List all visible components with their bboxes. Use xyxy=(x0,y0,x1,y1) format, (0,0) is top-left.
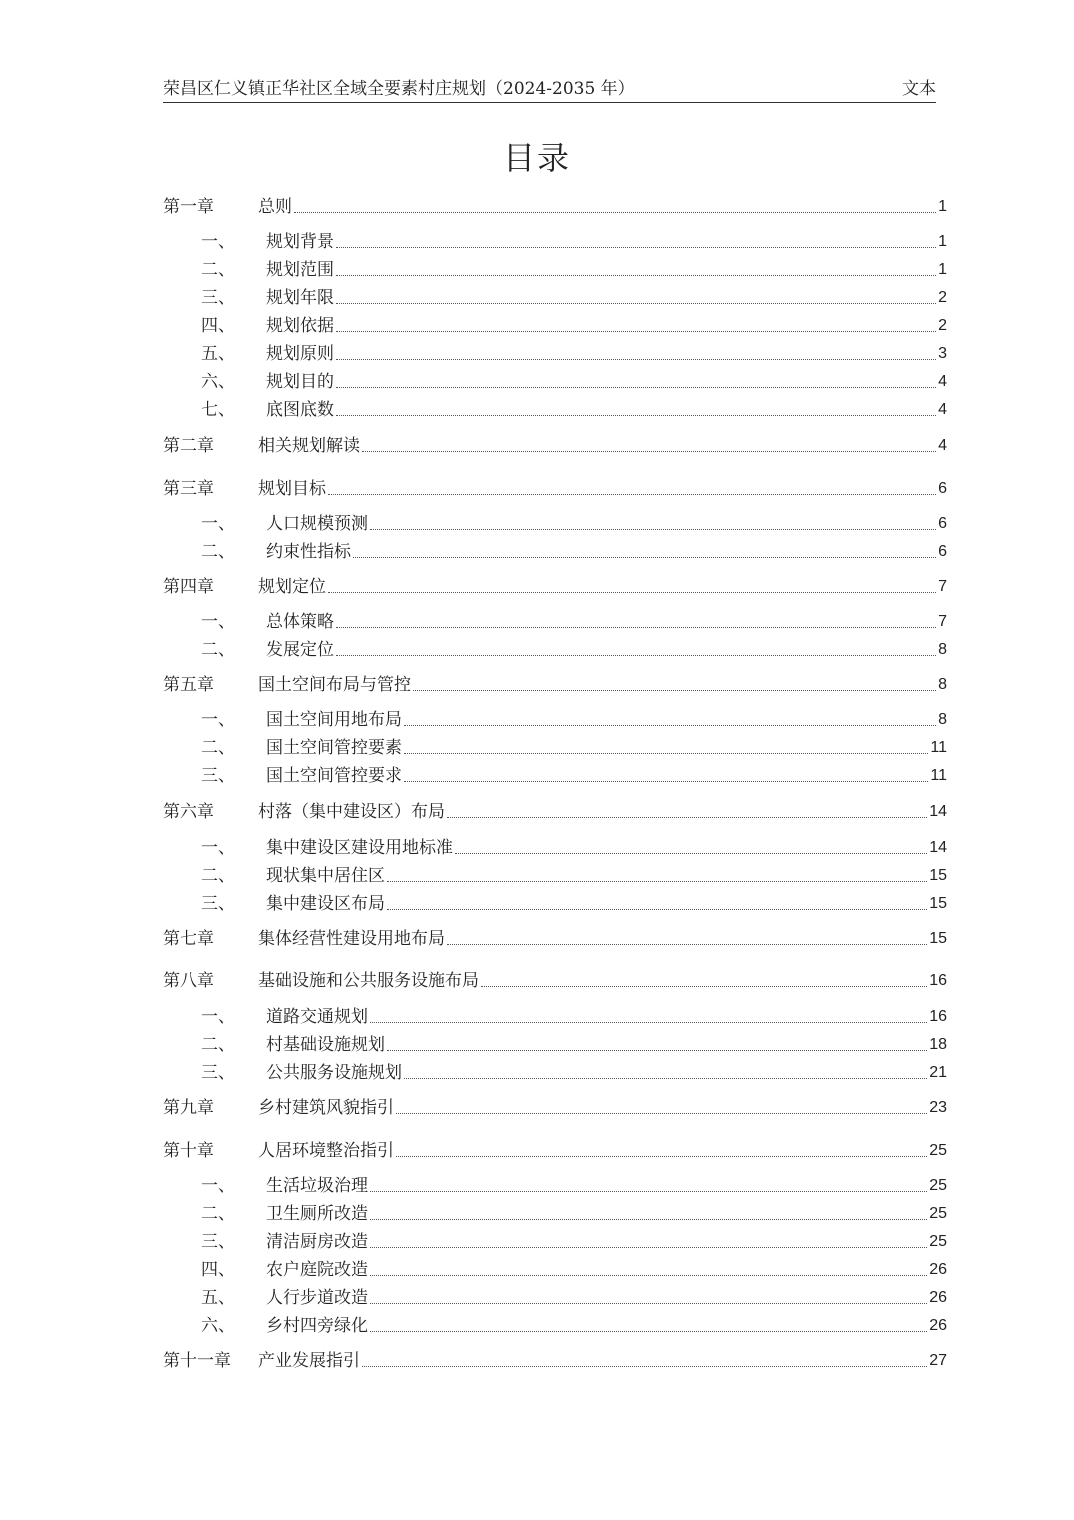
toc-dot-leader xyxy=(447,943,927,945)
toc-dot-leader xyxy=(353,556,936,558)
toc-dot-leader xyxy=(328,591,936,593)
toc-dot-leader xyxy=(294,211,936,213)
toc-entry-number: 第三章 xyxy=(163,479,214,499)
toc-entry-title: 乡村建筑风貌指引 xyxy=(258,1098,394,1118)
toc-entry-number: 第十章 xyxy=(163,1141,214,1161)
toc-entry-title: 总体策略 xyxy=(266,612,334,632)
toc-entry-number: 第七章 xyxy=(163,929,214,949)
toc-entry-title: 集中建设区建设用地标准 xyxy=(266,838,453,858)
toc-entry-page-number: 25 xyxy=(929,1205,947,1222)
toc-entry-number: 三、 xyxy=(201,894,235,914)
toc-entry[interactable] xyxy=(163,638,947,662)
toc-entry-number: 一、 xyxy=(201,1007,235,1027)
toc-entry-number: 第五章 xyxy=(163,675,214,695)
toc-entry-page-number: 1 xyxy=(938,198,947,215)
toc-entry-title: 人居环境整治指引 xyxy=(258,1141,394,1161)
toc-entry-title: 农户庭院改造 xyxy=(266,1260,368,1280)
toc-entry-number: 七、 xyxy=(201,400,235,420)
toc-entry-page-number: 15 xyxy=(929,930,947,947)
toc-entry-title: 总则 xyxy=(258,197,292,217)
toc-entry-title: 规划原则 xyxy=(266,344,334,364)
toc-entry-title: 规划年限 xyxy=(266,288,334,308)
toc-entry-page-number: 18 xyxy=(929,1036,947,1053)
toc-entry[interactable] xyxy=(163,1061,947,1085)
toc-entry[interactable] xyxy=(163,230,947,254)
toc-entry-page-number: 6 xyxy=(938,515,947,532)
toc-entry[interactable] xyxy=(163,575,947,599)
toc-entry[interactable] xyxy=(163,314,947,338)
toc-entry-number: 六、 xyxy=(201,372,235,392)
toc-entry[interactable] xyxy=(163,969,947,993)
toc-dot-leader xyxy=(370,1246,927,1248)
toc-dot-leader xyxy=(413,689,936,691)
toc-entry-title: 道路交通规划 xyxy=(266,1007,368,1027)
toc-entry[interactable] xyxy=(163,736,947,760)
toc-entry[interactable] xyxy=(163,1314,947,1338)
toc-entry-title: 规划背景 xyxy=(266,232,334,252)
toc-entry[interactable] xyxy=(163,1258,947,1282)
toc-entry-number: 二、 xyxy=(201,640,235,660)
toc-dot-leader xyxy=(336,414,936,416)
toc-entry-page-number: 2 xyxy=(938,289,947,306)
toc-entry-title: 规划范围 xyxy=(266,260,334,280)
toc-entry-number: 一、 xyxy=(201,838,235,858)
toc-entry-page-number: 7 xyxy=(938,578,947,595)
toc-entry-title: 乡村四旁绿化 xyxy=(266,1316,368,1336)
toc-entry-page-number: 8 xyxy=(938,676,947,693)
document-type-label: 文本 xyxy=(902,79,936,99)
toc-entry-title: 国土空间用地布局 xyxy=(266,710,402,730)
toc-dot-leader xyxy=(387,1049,927,1051)
toc-entry-number: 第六章 xyxy=(163,802,214,822)
toc-entry-title: 集中建设区布局 xyxy=(266,894,385,914)
toc-dot-leader xyxy=(481,985,927,987)
toc-entry-title: 国土空间管控要素 xyxy=(266,738,402,758)
toc-dot-leader xyxy=(404,1077,927,1079)
toc-dot-leader xyxy=(370,1330,927,1332)
toc-entry-title: 国土空间布局与管控 xyxy=(258,675,411,695)
toc-entry[interactable] xyxy=(163,864,947,888)
toc-entry-page-number: 7 xyxy=(938,613,947,630)
toc-dot-leader xyxy=(370,1190,927,1192)
toc-entry-page-number: 21 xyxy=(929,1064,947,1081)
toc-entry[interactable] xyxy=(163,1139,947,1163)
toc-entry-title: 相关规划解读 xyxy=(258,436,360,456)
toc-entry-page-number: 26 xyxy=(929,1317,947,1334)
toc-entry-page-number: 26 xyxy=(929,1289,947,1306)
toc-entry-title: 集体经营性建设用地布局 xyxy=(258,929,445,949)
toc-entry-number: 二、 xyxy=(201,738,235,758)
toc-entry[interactable] xyxy=(163,258,947,282)
toc-dot-leader xyxy=(336,330,936,332)
toc-entry-page-number: 8 xyxy=(938,711,947,728)
toc-entry-number: 第八章 xyxy=(163,971,214,991)
toc-entry[interactable] xyxy=(163,512,947,536)
toc-dot-leader xyxy=(396,1112,927,1114)
toc-entry-number: 五、 xyxy=(201,1288,235,1308)
toc-entry[interactable] xyxy=(163,342,947,366)
toc-entry[interactable] xyxy=(163,610,947,634)
toc-entry-number: 三、 xyxy=(201,1232,235,1252)
toc-entry[interactable] xyxy=(163,477,947,501)
toc-entry-title: 公共服务设施规划 xyxy=(266,1063,402,1083)
toc-entry-page-number: 23 xyxy=(929,1099,947,1116)
toc-entry-number: 二、 xyxy=(201,866,235,886)
toc-entry-page-number: 3 xyxy=(938,345,947,362)
toc-dot-leader xyxy=(370,1021,927,1023)
toc-entry-page-number: 8 xyxy=(938,641,947,658)
toc-dot-leader xyxy=(370,1302,927,1304)
toc-dot-leader xyxy=(370,528,936,530)
toc-dot-leader xyxy=(370,1274,927,1276)
toc-entry-number: 六、 xyxy=(201,1316,235,1336)
toc-entry-number: 二、 xyxy=(201,1035,235,1055)
toc-entry-page-number: 14 xyxy=(929,839,947,856)
toc-entry-number: 一、 xyxy=(201,612,235,632)
toc-entry-title: 卫生厕所改造 xyxy=(266,1204,368,1224)
toc-entry-title: 规划定位 xyxy=(258,577,326,597)
toc-dot-leader xyxy=(404,780,928,782)
toc-entry-number: 一、 xyxy=(201,232,235,252)
toc-dot-leader xyxy=(455,852,927,854)
toc-entry-page-number: 1 xyxy=(938,261,947,278)
toc-entry[interactable] xyxy=(163,434,947,458)
toc-entry[interactable] xyxy=(163,540,947,564)
toc-heading: 目录 xyxy=(502,139,571,177)
toc-entry-number: 四、 xyxy=(201,316,235,336)
toc-entry-number: 四、 xyxy=(201,1260,235,1280)
toc-dot-leader xyxy=(336,358,936,360)
toc-dot-leader xyxy=(447,816,927,818)
toc-entry[interactable] xyxy=(163,286,947,310)
toc-entry-title: 现状集中居住区 xyxy=(266,866,385,886)
toc-entry-number: 第一章 xyxy=(163,197,214,217)
toc-entry-number: 三、 xyxy=(201,766,235,786)
toc-entry-title: 村落（集中建设区）布局 xyxy=(258,802,445,822)
toc-dot-leader xyxy=(362,450,936,452)
toc-entry-title: 规划目的 xyxy=(266,372,334,392)
toc-entry-title: 人行步道改造 xyxy=(266,1288,368,1308)
toc-dot-leader xyxy=(387,880,927,882)
toc-entry-title: 底图底数 xyxy=(266,400,334,420)
toc-entry[interactable] xyxy=(163,892,947,916)
toc-entry[interactable] xyxy=(163,1230,947,1254)
toc-dot-leader xyxy=(404,724,936,726)
toc-entry-page-number: 27 xyxy=(929,1352,947,1369)
toc-entry-page-number: 25 xyxy=(929,1233,947,1250)
toc-entry-page-number: 11 xyxy=(930,739,947,756)
toc-entry-number: 第四章 xyxy=(163,577,214,597)
toc-entry[interactable] xyxy=(163,1096,947,1120)
toc-entry[interactable] xyxy=(163,1033,947,1057)
toc-dot-leader xyxy=(336,302,936,304)
toc-entry-page-number: 2 xyxy=(938,317,947,334)
toc-entry-page-number: 25 xyxy=(929,1142,947,1159)
toc-dot-leader xyxy=(404,752,928,754)
toc-entry-number: 二、 xyxy=(201,542,235,562)
toc-entry-number: 第二章 xyxy=(163,436,214,456)
toc-entry-title: 规划依据 xyxy=(266,316,334,336)
toc-entry-number: 五、 xyxy=(201,344,235,364)
toc-dot-leader xyxy=(362,1365,927,1367)
toc-entry[interactable] xyxy=(163,1202,947,1226)
toc-entry[interactable] xyxy=(163,1286,947,1310)
toc-entry-number: 第九章 xyxy=(163,1098,214,1118)
toc-entry[interactable] xyxy=(163,1349,947,1373)
toc-entry[interactable] xyxy=(163,764,947,788)
toc-entry-page-number: 4 xyxy=(938,373,947,390)
toc-dot-leader xyxy=(370,1218,927,1220)
toc-dot-leader xyxy=(336,246,936,248)
toc-entry-page-number: 16 xyxy=(929,1008,947,1025)
toc-entry-title: 村基础设施规划 xyxy=(266,1035,385,1055)
toc-entry-title: 约束性指标 xyxy=(266,542,351,562)
toc-entry-number: 三、 xyxy=(201,288,235,308)
toc-entry-page-number: 4 xyxy=(938,401,947,418)
toc-entry-title: 清洁厨房改造 xyxy=(266,1232,368,1252)
toc-entry-page-number: 1 xyxy=(938,233,947,250)
document-title: 荣昌区仁义镇正华社区全域全要素村庄规划（2024-2035 年） xyxy=(163,79,635,99)
toc-entry[interactable] xyxy=(163,800,947,824)
toc-entry-page-number: 25 xyxy=(929,1177,947,1194)
toc-dot-leader xyxy=(336,626,936,628)
toc-entry-title: 基础设施和公共服务设施布局 xyxy=(258,971,479,991)
toc-entry-number: 一、 xyxy=(201,1176,235,1196)
toc-entry-page-number: 26 xyxy=(929,1261,947,1278)
toc-entry-page-number: 4 xyxy=(938,437,947,454)
toc-entry-title: 国土空间管控要求 xyxy=(266,766,402,786)
toc-dot-leader xyxy=(328,493,936,495)
toc-entry[interactable] xyxy=(163,195,947,219)
toc-entry-title: 发展定位 xyxy=(266,640,334,660)
toc-entry-page-number: 15 xyxy=(929,867,947,884)
toc-dot-leader xyxy=(336,386,936,388)
toc-entry[interactable] xyxy=(163,927,947,951)
toc-entry-page-number: 11 xyxy=(930,767,947,784)
toc-entry-number: 一、 xyxy=(201,514,235,534)
toc-entry-page-number: 16 xyxy=(929,972,947,989)
toc-entry-number: 二、 xyxy=(201,260,235,280)
toc-dot-leader xyxy=(387,908,927,910)
toc-entry[interactable] xyxy=(163,836,947,860)
toc-entry[interactable] xyxy=(163,673,947,697)
toc-entry[interactable] xyxy=(163,398,947,422)
toc-entry-number: 二、 xyxy=(201,1204,235,1224)
toc-entry[interactable] xyxy=(163,370,947,394)
toc-entry-page-number: 14 xyxy=(929,803,947,820)
toc-dot-leader xyxy=(396,1155,927,1157)
toc-entry-number: 一、 xyxy=(201,710,235,730)
toc-entry-page-number: 6 xyxy=(938,480,947,497)
toc-entry-number: 第十一章 xyxy=(163,1351,231,1371)
toc-dot-leader xyxy=(336,654,936,656)
toc-entry-title: 产业发展指引 xyxy=(258,1351,360,1371)
toc-entry-page-number: 15 xyxy=(929,895,947,912)
toc-entry[interactable] xyxy=(163,708,947,732)
toc-entry-title: 生活垃圾治理 xyxy=(266,1176,368,1196)
toc-entry[interactable] xyxy=(163,1174,947,1198)
toc-dot-leader xyxy=(336,274,936,276)
toc-entry-number: 三、 xyxy=(201,1063,235,1083)
toc-entry-title: 人口规模预测 xyxy=(266,514,368,534)
toc-entry[interactable] xyxy=(163,1005,947,1029)
toc-entry-page-number: 6 xyxy=(938,543,947,560)
toc-entry-title: 规划目标 xyxy=(258,479,326,499)
